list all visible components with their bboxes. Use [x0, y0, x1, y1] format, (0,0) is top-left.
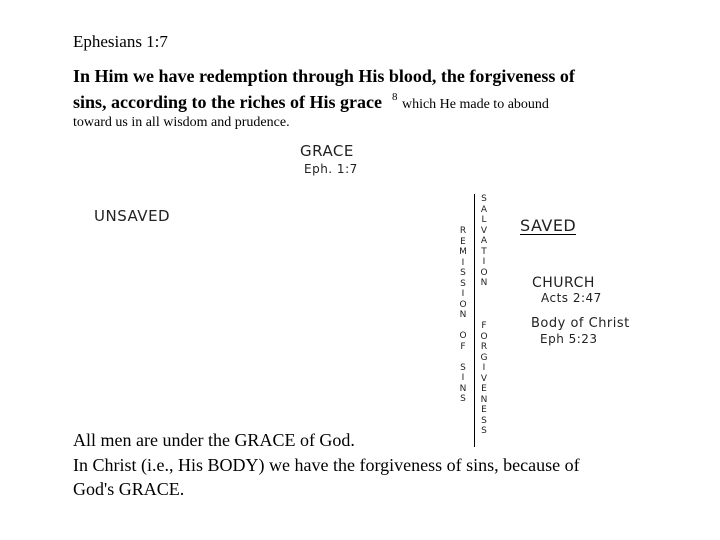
vertical-letter: R [459, 226, 467, 236]
vertical-letter: I [461, 289, 465, 299]
vertical-letter: N [480, 394, 488, 405]
verse-line-3: toward us in all wisdom and prudence. [73, 115, 290, 130]
vertical-letter [458, 321, 468, 332]
vertical-letter: A [480, 236, 488, 246]
vertical-letter: O [459, 299, 467, 310]
vertical-letter: S [481, 426, 487, 436]
body-of-christ-reference: Eph 5:23 [540, 332, 598, 346]
church-label: CHURCH [532, 275, 595, 291]
verse-line-2-continuation: which He made to abound [401, 97, 549, 112]
vertical-letter: V [480, 225, 488, 236]
vertical-letter: M [459, 247, 467, 257]
vertical-letter: G [480, 352, 488, 363]
verse-line-1: In Him we have redemption through His blood, the forgiveness of [73, 66, 575, 86]
vertical-letter: T [481, 246, 487, 257]
vertical-letter: N [459, 310, 467, 320]
vertical-letter: E [481, 384, 487, 394]
vertical-letter: A [480, 204, 488, 215]
grace-reference: Eph. 1:7 [304, 162, 358, 176]
forgiveness-vertical-text [479, 321, 489, 437]
verse-number: 8 [391, 91, 398, 103]
remission-of-sins-vertical-text [458, 226, 468, 405]
vertical-letter: I [461, 373, 465, 383]
salvation-vertical-text [479, 194, 489, 289]
vertical-letter: S [481, 194, 487, 204]
saved-unsaved-divider [474, 194, 475, 447]
vertical-letter: I [461, 257, 465, 268]
vertical-letter: S [460, 394, 466, 404]
verse-line-2-bold: sins, according to the riches of His grace [73, 92, 382, 112]
vertical-letter: S [481, 415, 487, 426]
vertical-letter: O [480, 331, 488, 342]
vertical-letter: F [460, 341, 466, 352]
vertical-letter: I [482, 363, 486, 373]
vertical-letter: R [480, 342, 488, 352]
body-of-christ-label: Body of Christ [531, 316, 630, 331]
vertical-letter: V [480, 373, 488, 384]
vertical-letter: E [481, 405, 487, 415]
vertical-letter: S [460, 362, 466, 373]
reference-title: Ephesians 1:7 [73, 32, 168, 51]
saved-label: SAVED [520, 216, 577, 235]
vertical-letter [458, 352, 468, 363]
vertical-letter: F [481, 321, 487, 331]
summary-line-3: God's GRACE. [73, 479, 185, 499]
verse-line-2 [73, 92, 549, 113]
summary-line-2: In Christ (i.e., His BODY) we have the forgiveness of sins, because of [73, 455, 580, 475]
church-reference: Acts 2:47 [541, 291, 602, 305]
vertical-letter: L [481, 215, 487, 225]
vertical-letter: O [459, 331, 467, 341]
summary-line-1: All men are under the GRACE of God. [73, 430, 355, 450]
vertical-letter: E [460, 236, 466, 247]
vertical-letter: O [480, 267, 488, 278]
vertical-letter: S [460, 268, 466, 278]
grace-heading: GRACE [300, 142, 354, 160]
vertical-letter: N [459, 383, 467, 394]
vertical-letter: S [460, 278, 466, 289]
unsaved-label: UNSAVED [94, 207, 171, 225]
vertical-letter: N [480, 278, 488, 288]
vertical-letter: I [482, 257, 486, 267]
